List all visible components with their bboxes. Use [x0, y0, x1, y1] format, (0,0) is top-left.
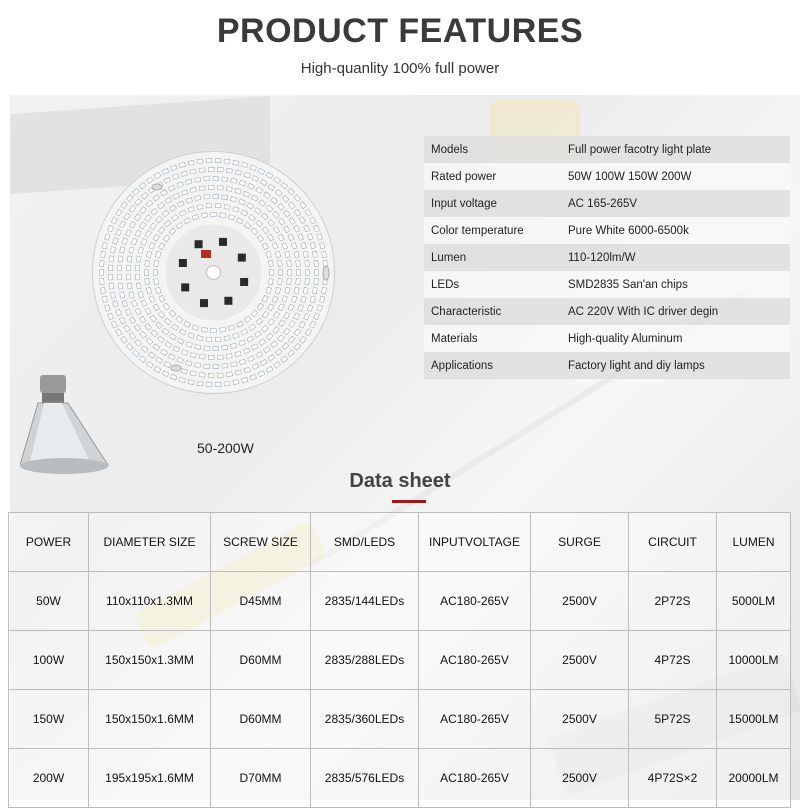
spec-row: [424, 136, 790, 163]
spec-key: Color temperature: [424, 217, 561, 244]
table-cell: 2500V: [531, 690, 629, 749]
high-bay-lamp-image: [20, 370, 110, 480]
spec-row: [424, 271, 790, 298]
table-cell: D45MM: [211, 572, 311, 631]
table-header-row: [9, 513, 791, 572]
table-cell: 110x110x1.3MM: [89, 572, 211, 631]
table-cell: 15000LM: [717, 690, 791, 749]
table-cell: 5000LM: [717, 572, 791, 631]
spec-row: [424, 217, 790, 244]
table-cell: 20000LM: [717, 749, 791, 808]
spec-key: Characteristic: [424, 298, 561, 325]
table-cell: 150x150x1.3MM: [89, 631, 211, 690]
spec-row: [424, 352, 790, 379]
spec-key: Models: [424, 136, 561, 163]
page-title: PRODUCT FEATURES: [216, 12, 584, 50]
column-header: CIRCUIT: [629, 513, 717, 572]
spec-value: SMD2835 San'an chips: [561, 271, 790, 298]
table-cell: 50W: [9, 572, 89, 631]
spec-row: [424, 298, 790, 325]
data-sheet-table: [8, 512, 791, 808]
spec-key: Lumen: [424, 244, 561, 271]
spec-value: 50W 100W 150W 200W: [561, 163, 790, 190]
table-cell: 150x150x1.6MM: [89, 690, 211, 749]
table-cell: 4P72S: [629, 631, 717, 690]
datasheet-title: Data sheet: [349, 470, 451, 492]
spec-row: [424, 163, 790, 190]
spec-value: 110-120lm/W: [561, 244, 790, 271]
table-cell: AC180-265V: [419, 690, 531, 749]
table-cell: D70MM: [211, 749, 311, 808]
spec-value: AC 165-265V: [561, 190, 790, 217]
spec-value: Factory light and diy lamps: [561, 352, 790, 379]
column-header: SMD/LEDS: [311, 513, 419, 572]
column-header: LUMEN: [717, 513, 791, 572]
datasheet-title-underline: [392, 500, 426, 503]
spec-key: Input voltage: [424, 190, 561, 217]
table-cell: 2835/576LEDs: [311, 749, 419, 808]
column-header: SCREW SIZE: [211, 513, 311, 572]
table-cell: 2835/360LEDs: [311, 690, 419, 749]
table-cell: 2835/144LEDs: [311, 572, 419, 631]
table-cell: 10000LM: [717, 631, 791, 690]
spec-row: [424, 325, 790, 352]
table-cell: AC180-265V: [419, 572, 531, 631]
spec-key: Applications: [424, 352, 561, 379]
table-row: [9, 572, 791, 631]
table-cell: 2500V: [531, 749, 629, 808]
table-cell: 200W: [9, 749, 89, 808]
table-row: [9, 749, 791, 808]
spec-row: [424, 190, 790, 217]
table-row: [9, 690, 791, 749]
table-cell: 2500V: [531, 631, 629, 690]
spec-value: Pure White 6000-6500k: [561, 217, 790, 244]
table-cell: 100W: [9, 631, 89, 690]
spec-key: Materials: [424, 325, 561, 352]
table-cell: AC180-265V: [419, 631, 531, 690]
led-plate-image: [91, 150, 336, 395]
table-cell: 2500V: [531, 572, 629, 631]
spec-row: [424, 244, 790, 271]
column-header: DIAMETER SIZE: [89, 513, 211, 572]
spec-table: [424, 136, 790, 379]
spec-value: Full power facotry light plate: [561, 136, 790, 163]
table-cell: 4P72S×2: [629, 749, 717, 808]
table-cell: D60MM: [211, 690, 311, 749]
column-header: SURGE: [531, 513, 629, 572]
table-cell: 2835/288LEDs: [311, 631, 419, 690]
page-subtitle: High-quanlity 100% full power: [300, 60, 500, 77]
column-header: INPUTVOLTAGE: [419, 513, 531, 572]
spec-value: High-quality Aluminum: [561, 325, 790, 352]
table-cell: AC180-265V: [419, 749, 531, 808]
table-row: [9, 631, 791, 690]
table-cell: 2P72S: [629, 572, 717, 631]
table-cell: 150W: [9, 690, 89, 749]
spec-key: Rated power: [424, 163, 561, 190]
wattage-label: 50-200W: [197, 440, 254, 456]
spec-value: AC 220V With IC driver degin: [561, 298, 790, 325]
table-cell: D60MM: [211, 631, 311, 690]
table-cell: 5P72S: [629, 690, 717, 749]
table-cell: 195x195x1.6MM: [89, 749, 211, 808]
column-header: POWER: [9, 513, 89, 572]
spec-key: LEDs: [424, 271, 561, 298]
